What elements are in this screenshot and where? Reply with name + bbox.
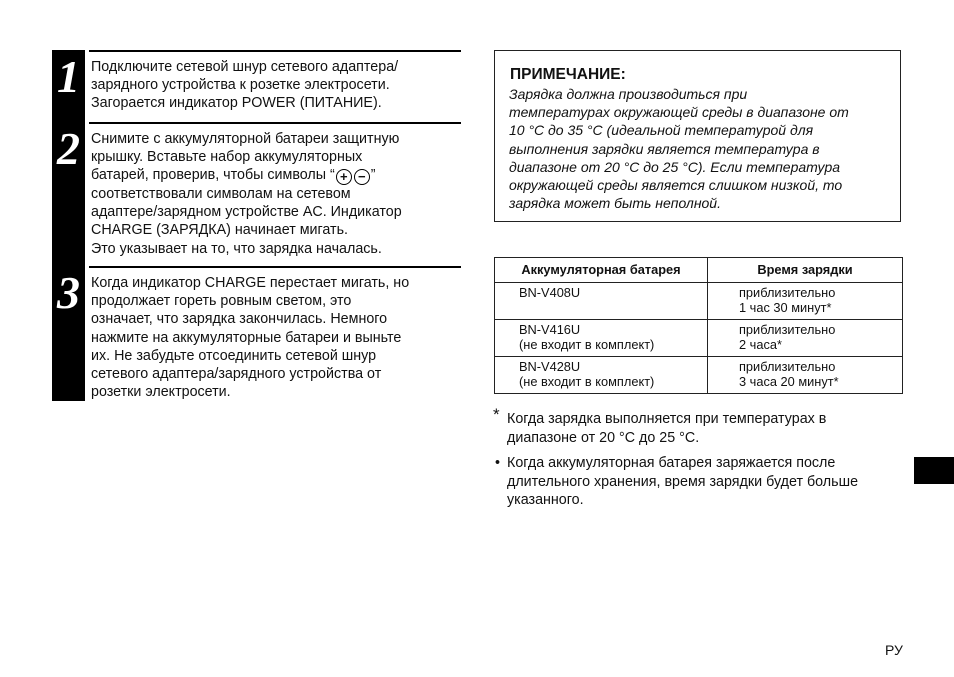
step-1-divider — [89, 50, 461, 52]
table-cell-time: приблизительно 2 часа* — [708, 320, 903, 357]
note-box — [494, 50, 901, 222]
step-3-number: 3 — [57, 267, 80, 318]
page-language-label: РУ — [885, 642, 903, 658]
plus-symbol-icon: + — [336, 169, 352, 185]
step-3-divider — [89, 266, 461, 268]
step-1-number: 1 — [57, 51, 80, 102]
table-cell-battery: BN-V416U (не входит в комплект) — [495, 320, 708, 357]
step-2-divider — [89, 122, 461, 124]
table-cell-battery: BN-V408U — [495, 283, 708, 320]
step-number-bar — [52, 50, 85, 401]
bullet-note: Когда аккумуляторная батарея заряжается после длительного хранения, время зарядки будет больше указанного. — [507, 455, 859, 508]
step-2-line-rest: соответствовали символам на сетевом адаптере/зарядном устройстве AC. Индикатор CHARGE (ЗАРЯДКА) начинает мигать. Это указывает на то, что зарядка началась. — [91, 185, 402, 257]
step-1-text: Подключите сетевой шнур сетевого адаптера/ зарядного устройства к розетке электросети. Загорается индикатор POWER (ПИТАНИЕ). — [91, 59, 399, 112]
charging-time-table — [494, 257, 903, 394]
table-cell-battery: BN-V428U (не входит в комплект) — [495, 357, 708, 394]
table-cell-time: приблизительно 3 часа 20 минут* — [708, 357, 903, 394]
step-2-line-1: Снимите с аккумуляторной батареи защитную — [91, 131, 400, 147]
table-header-time: Время зарядки — [708, 258, 903, 283]
minus-symbol-icon: − — [354, 169, 370, 185]
note-text: Зарядка должна производиться при температурах окружающей среды в диапазоне от 10 °C до 35 °C (идеальной температурой для выполнения зарядки является температура в диапазоне от 20 °C до 25 °C). Если температура окружающей среды является слишком низкой, то зарядка может быть неполной. — [509, 86, 849, 212]
step-2-line-3-end: ” — [370, 167, 376, 184]
table-header-row — [495, 258, 903, 283]
table-row — [495, 357, 903, 394]
step-2-line-3-start: батарей, проверив, чтобы символы “ — [91, 167, 335, 184]
step-2-line-2: крышку. Вставьте набор аккумуляторных — [91, 149, 363, 166]
table-header-battery: Аккумуляторная батарея — [495, 258, 708, 283]
table-row — [495, 283, 903, 320]
bullet-mark: • — [495, 455, 501, 471]
language-side-tab — [914, 457, 954, 484]
step-2-line-3 — [91, 166, 461, 185]
note-title: ПРИМЕЧАНИЕ: — [510, 66, 626, 83]
step-2-number: 2 — [57, 123, 80, 174]
table-cell-time: приблизительно 1 час 30 минут* — [708, 283, 903, 320]
step-2-text — [91, 130, 461, 258]
asterisk-footnote: Когда зарядка выполняется при температурах в диапазоне от 20 °C до 25 °C. — [507, 411, 827, 446]
step-3-text: Когда индикатор CHARGE перестает мигать, но продолжает гореть ровным светом, это означает, что зарядка закончилась. Немного нажмите на аккумуляторные батареи и выньте их. Не забудьте отсоединить сетевой шнур сетевого адаптера/зарядного устройства от розетки электросети. — [91, 275, 410, 401]
table-row — [495, 320, 903, 357]
asterisk-mark: * — [493, 405, 500, 424]
